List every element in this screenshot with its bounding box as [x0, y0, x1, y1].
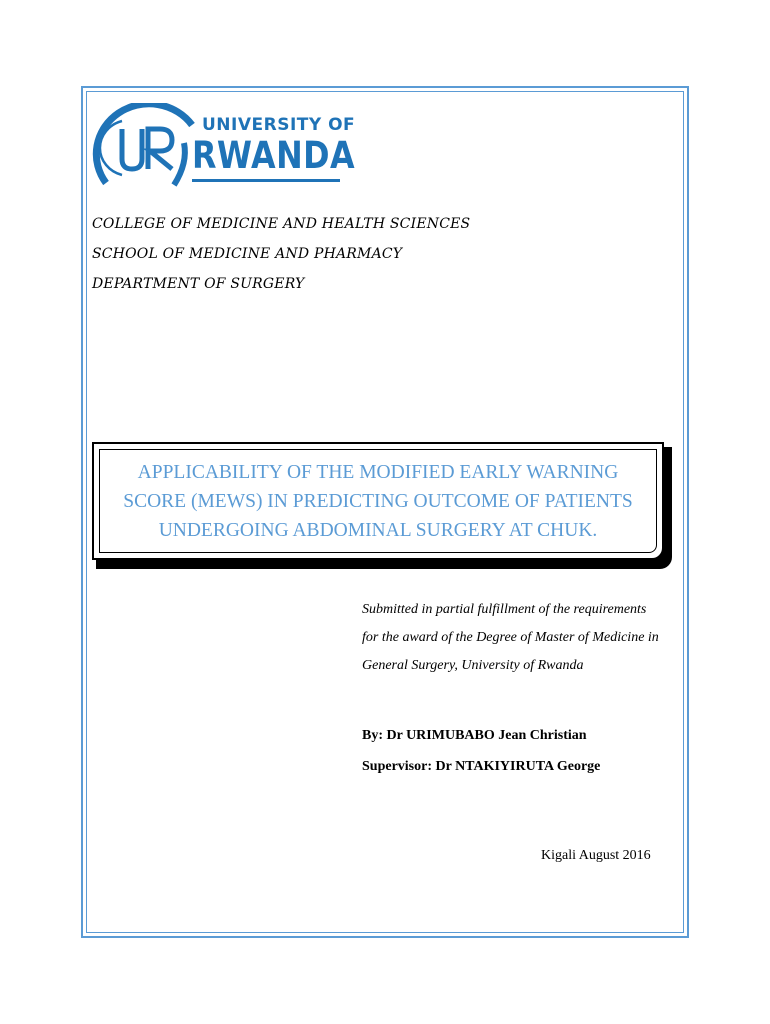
- title-box: [92, 442, 664, 560]
- author-name: By: Dr URIMUBABO Jean Christian: [362, 728, 587, 743]
- supervisor-name: Supervisor: Dr NTAKIYIRUTA George: [362, 759, 601, 774]
- submission-line-1: Submitted in partial fulfillment of the requirements: [362, 602, 647, 617]
- thesis-title-line-1: APPLICABILITY OF THE MODIFIED EARLY WARNING: [137, 462, 619, 483]
- thesis-title-line-2: SCORE (MEWS) IN PREDICTING OUTCOME OF PATIENTS: [123, 491, 633, 512]
- thesis-title: [102, 458, 654, 545]
- logo-underline: [192, 179, 340, 182]
- department-name: DEPARTMENT OF SURGERY: [92, 276, 305, 292]
- ur-monogram-icon: [88, 103, 208, 189]
- place-and-date: Kigali August 2016: [541, 848, 651, 863]
- submission-line-3: General Surgery, University of Rwanda: [362, 658, 584, 673]
- logo-text-university-of: UNIVERSITY OF: [202, 115, 356, 135]
- submission-line-2: for the award of the Degree of Master of Medicine in: [362, 630, 659, 645]
- submission-statement: [362, 596, 682, 680]
- thesis-title-line-3: UNDERGOING ABDOMINAL SURGERY AT CHUK.: [158, 520, 598, 541]
- school-name: SCHOOL OF MEDICINE AND PHARMACY: [92, 246, 403, 262]
- logo-text-rwanda: RWANDA: [192, 134, 356, 177]
- university-logo: [88, 103, 358, 189]
- college-name: COLLEGE OF MEDICINE AND HEALTH SCIENCES: [92, 216, 471, 232]
